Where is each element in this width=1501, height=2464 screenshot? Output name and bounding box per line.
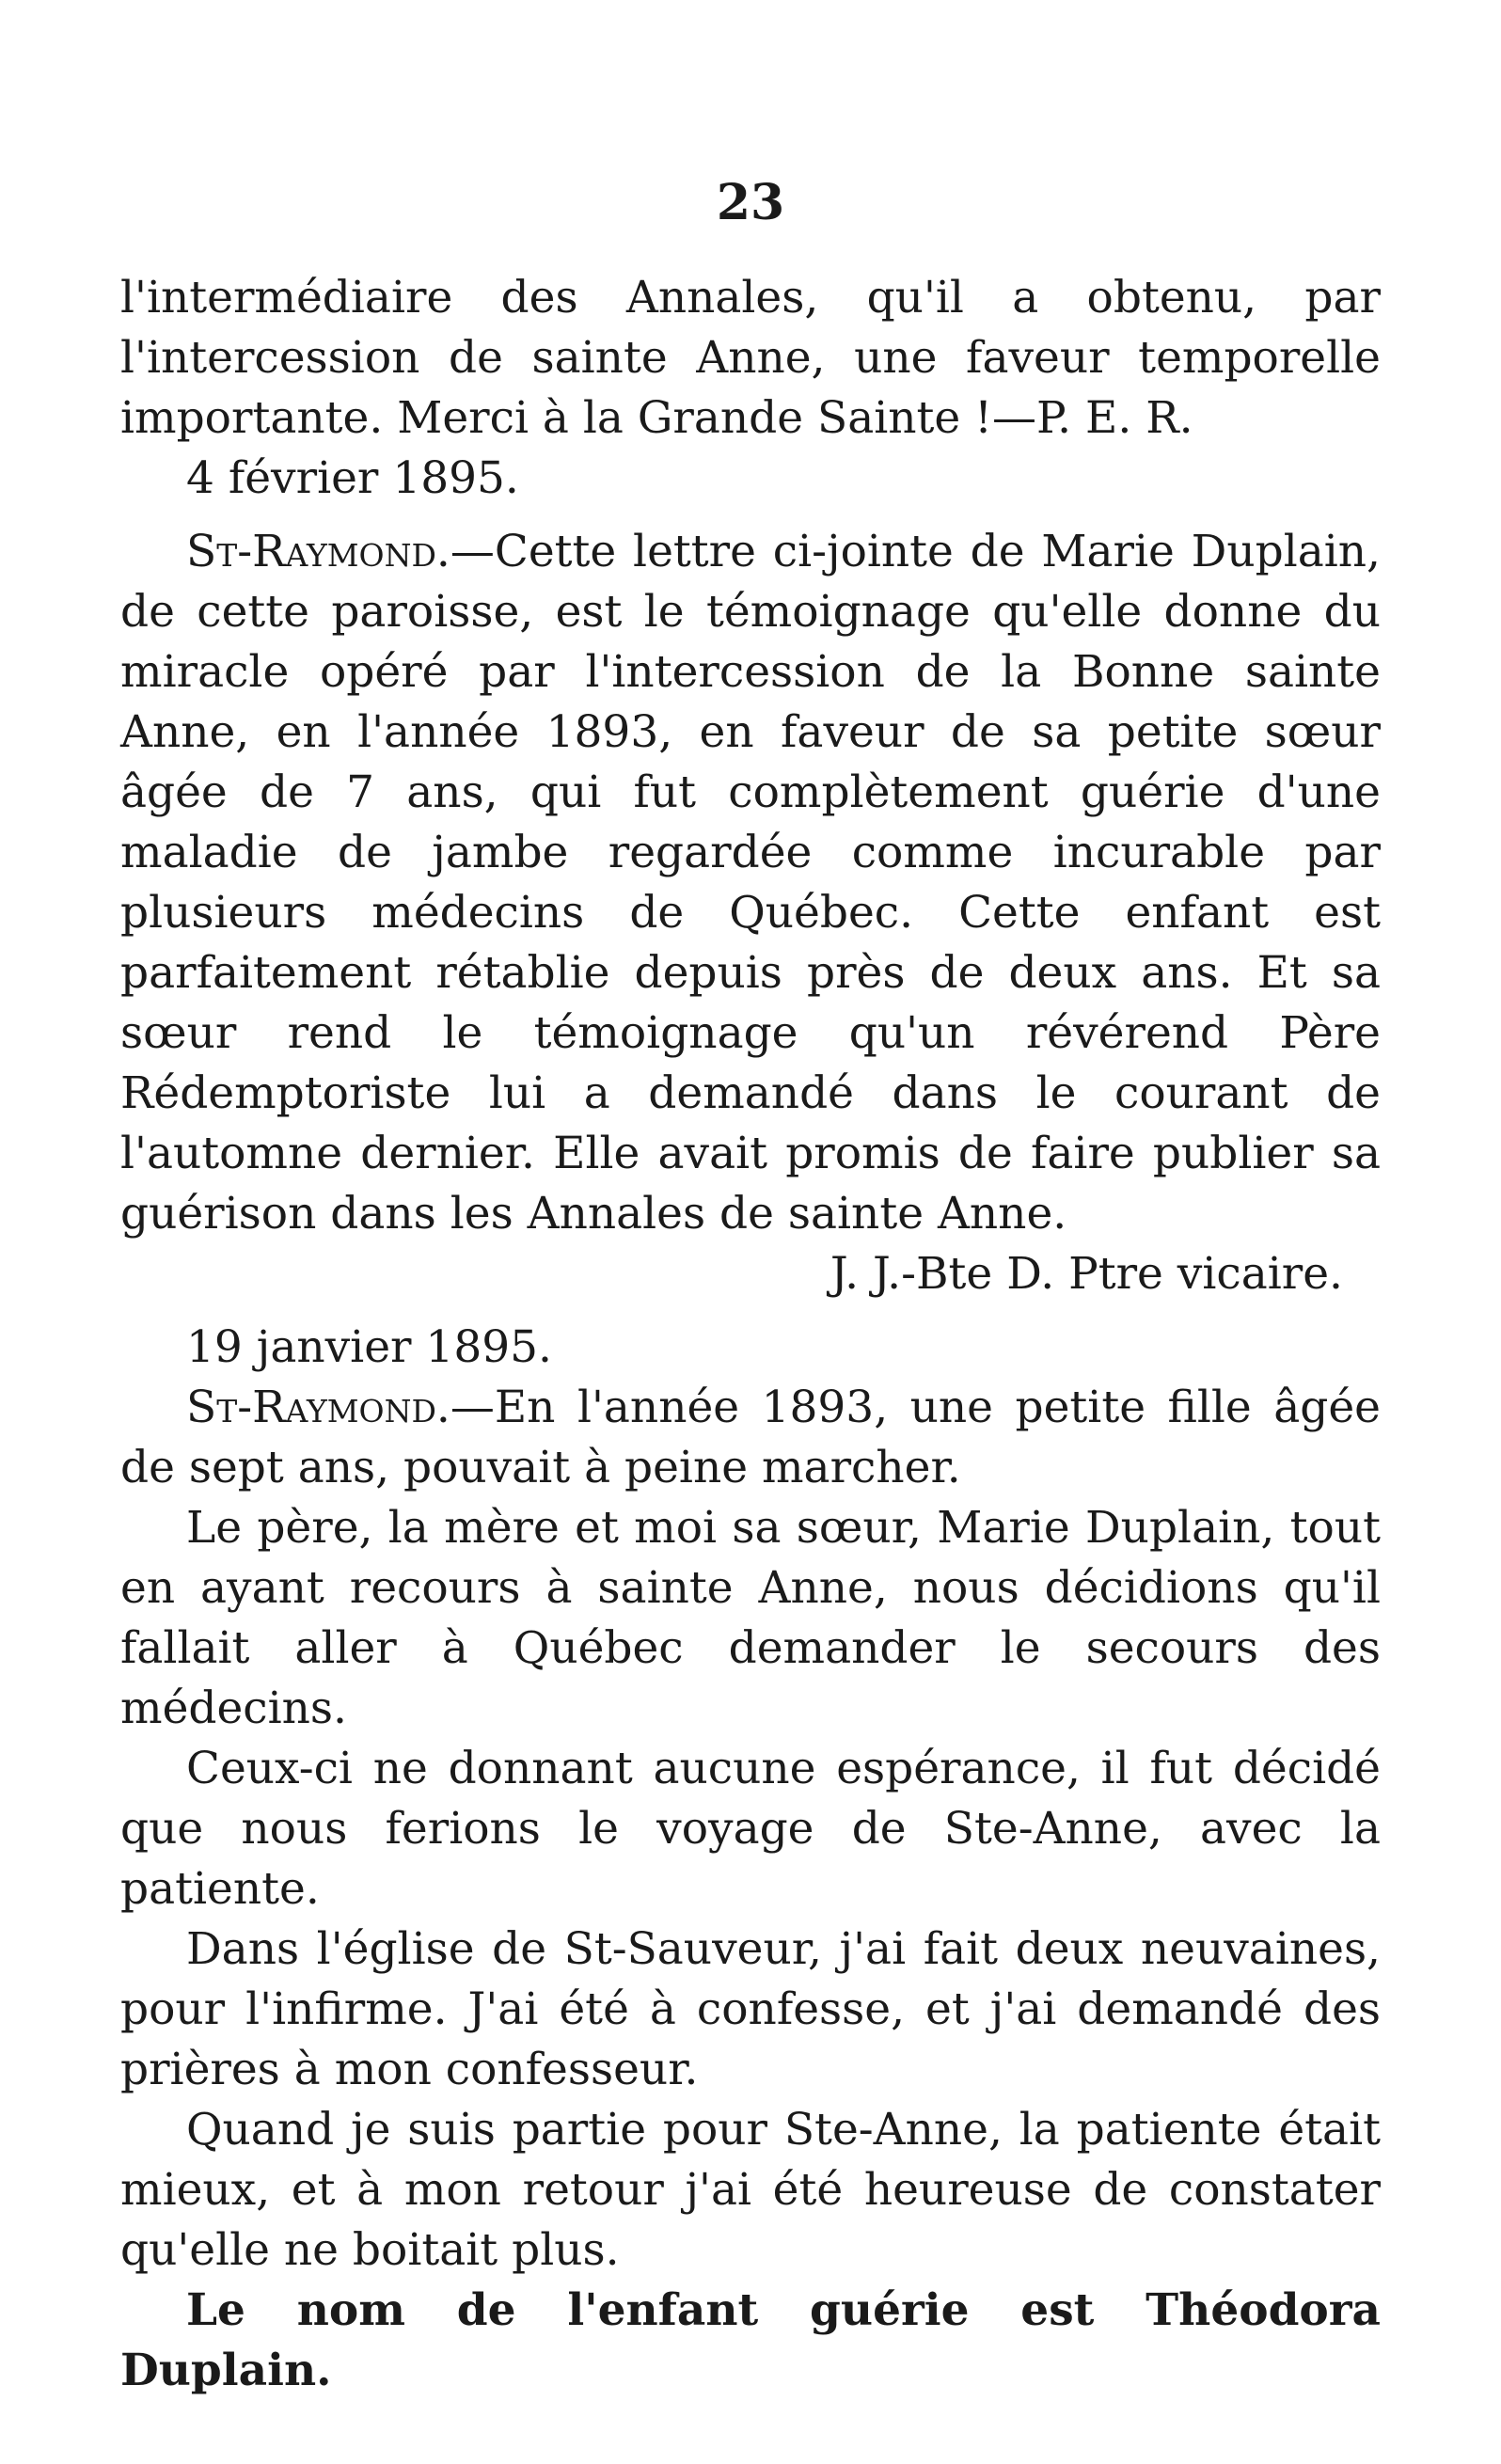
paragraph-family: Le père, la mère et moi sa sœur, Marie Duplain, tout en ayant recours à sainte Anne, nous décidions qu'il fallait aller à Québec demander le secours des médecins. bbox=[120, 1502, 1381, 1734]
page-number: 23 bbox=[716, 174, 785, 231]
place-name: St-Raymond. bbox=[186, 526, 450, 577]
paragraph-letter-text: —Cette lettre ci-jointe de Marie Duplain, de cette paroisse, est le témoignage qu'elle donne du miracle opéré par l'intercession de la Bonne sainte Anne, en l'année 1893, en faveur de sa petite sœur âgée de 7 ans, qui fut complètement guérie d'une maladie de jambe regardée comme incurable par plusieurs médecins de Québec. Cette enfant est parfaitement rétablie depuis près de deux ans. Et sa sœur rend le témoignage qu'un révérend Père Rédemptoriste lui a demandé dans le courant de l'automne dernier. Elle avait promis de faire publier sa guérison dans les Annales de sainte Anne. bbox=[120, 526, 1381, 1240]
place-name: St-Raymond. bbox=[186, 1382, 450, 1433]
paragraph-testimony-start bbox=[120, 1378, 1381, 1498]
paragraph-testimony-text: —En l'année 1893, une petite fille âgée de sept ans, pouvait à peine marcher. bbox=[120, 1382, 1381, 1493]
document-body bbox=[120, 268, 1381, 2401]
date-line-2: 19 janvier 1895. bbox=[186, 1321, 552, 1373]
paragraph-doctors: Ceux-ci ne donnant aucune espérance, il fut décidé que nous ferions le voyage de Ste-Anne, avec la patiente. bbox=[120, 1743, 1381, 1915]
signature: J. J.-Bte D. Ptre vicaire. bbox=[830, 1248, 1343, 1300]
date-line-1: 4 février 1895. bbox=[186, 452, 519, 504]
paragraph-child-name: Le nom de l'enfant guérie est Théodora Duplain. bbox=[120, 2284, 1381, 2396]
paragraph-novenas: Dans l'église de St-Sauveur, j'ai fait deux neuvaines, pour l'infirme. J'ai été à confesse, et j'ai demandé des prières à mon confesseur. bbox=[120, 1923, 1381, 2095]
paragraph-continuation: l'intermédiaire des Annales, qu'il a obtenu, par l'intercession de sainte Anne, une faveur temporelle importante. Merci à la Grande Sainte !—P. E. R. bbox=[120, 272, 1381, 444]
paragraph-letter-intro bbox=[120, 522, 1381, 1244]
paragraph-recovery: Quand je suis partie pour Ste-Anne, la patiente était mieux, et à mon retour j'ai été heureuse de constater qu'elle ne boitait plus. bbox=[120, 2104, 1381, 2276]
